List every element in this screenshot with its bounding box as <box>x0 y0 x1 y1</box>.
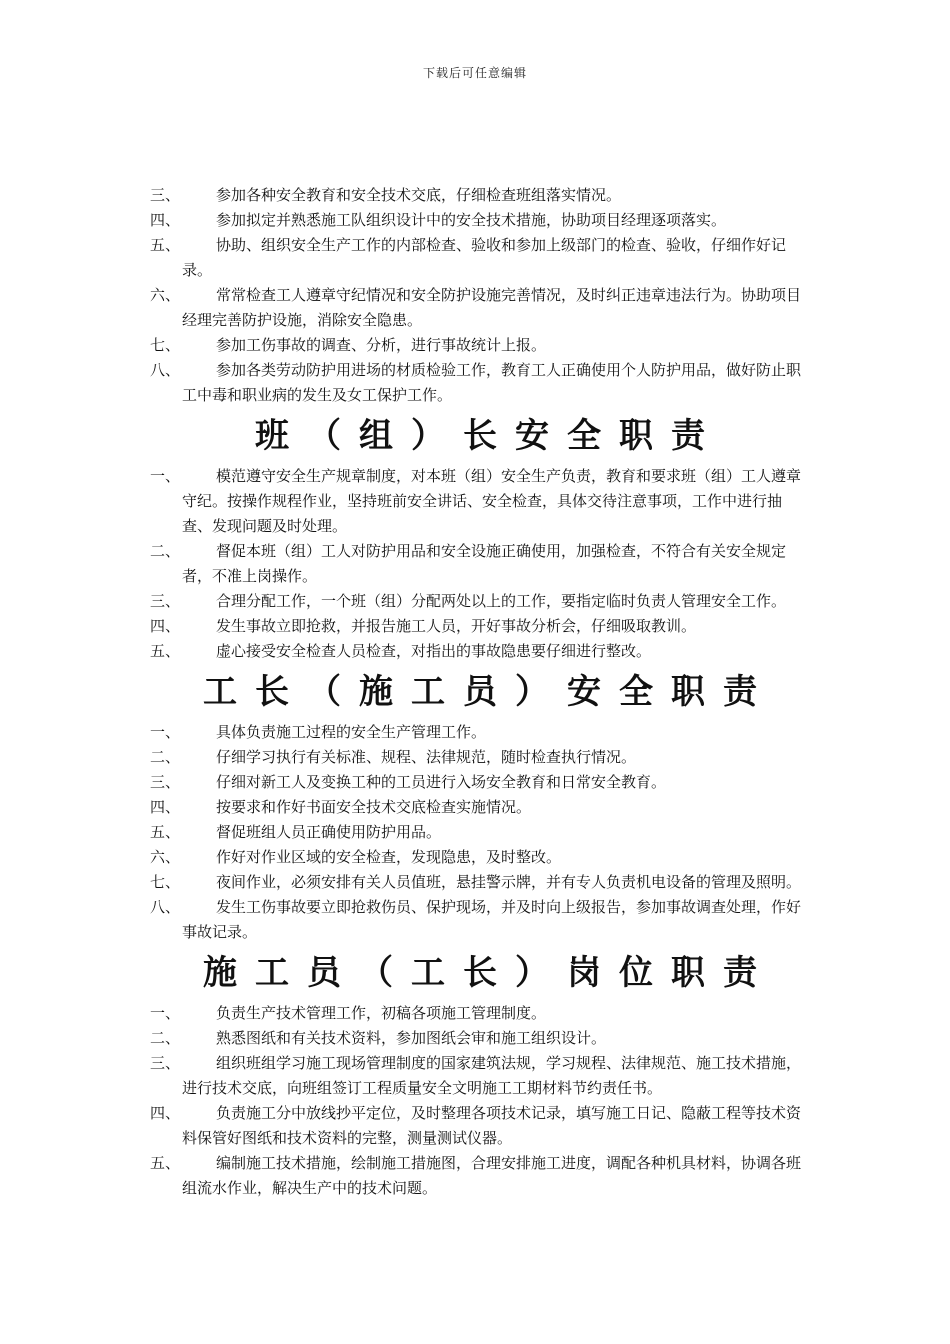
list-item <box>150 233 810 283</box>
item-number: 四、 <box>150 211 181 229</box>
list-item <box>150 1101 810 1151</box>
item-text: 督促本班（组）工人对防护用品和安全设施正确使用，加强检查，不符合有关安全规定者，不准上岗操作。 <box>182 542 787 585</box>
item-number: 二、 <box>150 542 181 560</box>
item-text: 合理分配工作，一个班（组）分配两处以上的工作，要指定临时负责人管理安全工作。 <box>216 592 787 610</box>
item-text: 发生事故立即抢救，并报告施工人员，开好事故分析会，仔细吸取教训。 <box>216 617 697 635</box>
item-text: 模范遵守安全生产规章制度，对本班（组）安全生产负责，教育和要求班（组）工人遵章守纪。按操作规程作业，坚持班前安全讲话、安全检查，具体交待注意事项，工作中进行抽查、发现问题及时处理。 <box>182 467 802 535</box>
item-text: 参加工伤事故的调查、分析，进行事故统计上报。 <box>216 336 547 354</box>
item-number: 一、 <box>150 1004 181 1022</box>
item-text: 作好对作业区域的安全检查，发现隐患，及时整改。 <box>216 848 562 866</box>
list-item <box>150 539 810 589</box>
duty-list-foreman-post <box>150 1001 810 1201</box>
item-text: 参加拟定并熟悉施工队组织设计中的安全技术措施，协助项目经理逐项落实。 <box>216 211 727 229</box>
list-item <box>150 464 810 539</box>
section-title-foreman-safety: 工长（施工员）安全职责 <box>203 672 775 712</box>
item-number: 六、 <box>150 848 181 866</box>
section-title-foreman-post: 施工员（工长）岗位职责 <box>203 953 775 993</box>
list-item <box>150 614 810 639</box>
list-item <box>150 745 810 770</box>
list-item <box>150 795 810 820</box>
duty-list-foreman-safety <box>150 720 810 945</box>
item-number: 八、 <box>150 898 181 916</box>
list-item <box>150 1151 810 1201</box>
list-item <box>150 1026 810 1051</box>
list-item <box>150 208 810 233</box>
item-number: 一、 <box>150 723 181 741</box>
item-number: 四、 <box>150 617 181 635</box>
item-text: 参加各类劳动防护用进场的材质检验工作，教育工人正确使用个人防护用品，做好防止职工中毒和职业病的发生及女工保护工作。 <box>182 361 802 404</box>
item-number: 七、 <box>150 336 181 354</box>
item-text: 协助、组织安全生产工作的内部检查、验收和参加上级部门的检查、验收，仔细作好记录。 <box>182 236 787 279</box>
section-title-team-leader: 班（组）长安全职责 <box>255 416 723 456</box>
item-text: 督促班组人员正确使用防护用品。 <box>216 823 442 841</box>
item-number: 二、 <box>150 1029 181 1047</box>
item-text: 夜间作业，必须安排有关人员值班，悬挂警示牌，并有专人负责机电设备的管理及照明。 <box>216 873 802 891</box>
item-number: 三、 <box>150 1054 181 1072</box>
item-number: 六、 <box>150 286 181 304</box>
document-body <box>150 183 810 1201</box>
item-number: 七、 <box>150 873 181 891</box>
list-item <box>150 1051 810 1101</box>
item-number: 二、 <box>150 748 181 766</box>
item-text: 熟悉图纸和有关技术资料，参加图纸会审和施工组织设计。 <box>216 1029 607 1047</box>
item-number: 三、 <box>150 186 181 204</box>
item-text: 组织班组学习施工现场管理制度的国家建筑法规，学习规程、法律规范、施工技术措施，进行技术交底，向班组签订工程质量安全文明施工工期材料节约责任书。 <box>182 1054 802 1097</box>
item-number: 八、 <box>150 361 181 379</box>
item-text: 仔细学习执行有关标准、规程、法律规范，随时检查执行情况。 <box>216 748 637 766</box>
page-header: 下载后可任意编辑 <box>422 66 527 80</box>
item-number: 五、 <box>150 823 181 841</box>
item-text: 负责生产技术管理工作，初稿各项施工管理制度。 <box>216 1004 547 1022</box>
list-item <box>150 333 810 358</box>
item-number: 五、 <box>150 642 181 660</box>
list-item <box>150 589 810 614</box>
list-item <box>150 895 810 945</box>
item-text: 具体负责施工过程的安全生产管理工作。 <box>216 723 487 741</box>
list-item <box>150 770 810 795</box>
list-item <box>150 1001 810 1026</box>
item-text: 发生工伤事故要立即抢救伤员、保护现场，并及时向上级报告，参加事故调查处理，作好事故记录。 <box>182 898 802 941</box>
list-item <box>150 870 810 895</box>
item-number: 三、 <box>150 773 181 791</box>
list-item <box>150 183 810 208</box>
item-number: 四、 <box>150 1104 181 1122</box>
item-number: 一、 <box>150 467 181 485</box>
item-text: 编制施工技术措施，绘制施工措施图，合理安排施工进度，调配各种机具材料，协调各班组流水作业，解决生产中的技术问题。 <box>182 1154 802 1197</box>
item-text: 按要求和作好书面安全技术交底检查实施情况。 <box>216 798 532 816</box>
duty-list-team-leader <box>150 464 810 664</box>
item-text: 虚心接受安全检查人员检查，对指出的事故隐患要仔细进行整改。 <box>216 642 652 660</box>
list-item <box>150 845 810 870</box>
list-item <box>150 358 810 408</box>
list-item <box>150 820 810 845</box>
item-number: 四、 <box>150 798 181 816</box>
item-text: 仔细对新工人及变换工种的工员进行入场安全教育和日常安全教育。 <box>216 773 667 791</box>
list-item <box>150 639 810 664</box>
item-text: 常常检查工人遵章守纪情况和安全防护设施完善情况，及时纠正违章违法行为。协助项目经理完善防护设施，消除安全隐患。 <box>182 286 802 329</box>
item-text: 负责施工分中放线抄平定位，及时整理各项技术记录，填写施工日记、隐蔽工程等技术资料保管好图纸和技术资料的完整，测量测试仪器。 <box>182 1104 802 1147</box>
list-item <box>150 720 810 745</box>
list-item <box>150 283 810 333</box>
item-text: 参加各种安全教育和安全技术交底，仔细检查班组落实情况。 <box>216 186 622 204</box>
item-number: 三、 <box>150 592 181 610</box>
item-number: 五、 <box>150 236 181 254</box>
item-number: 五、 <box>150 1154 181 1172</box>
duty-list-continued <box>150 183 810 408</box>
